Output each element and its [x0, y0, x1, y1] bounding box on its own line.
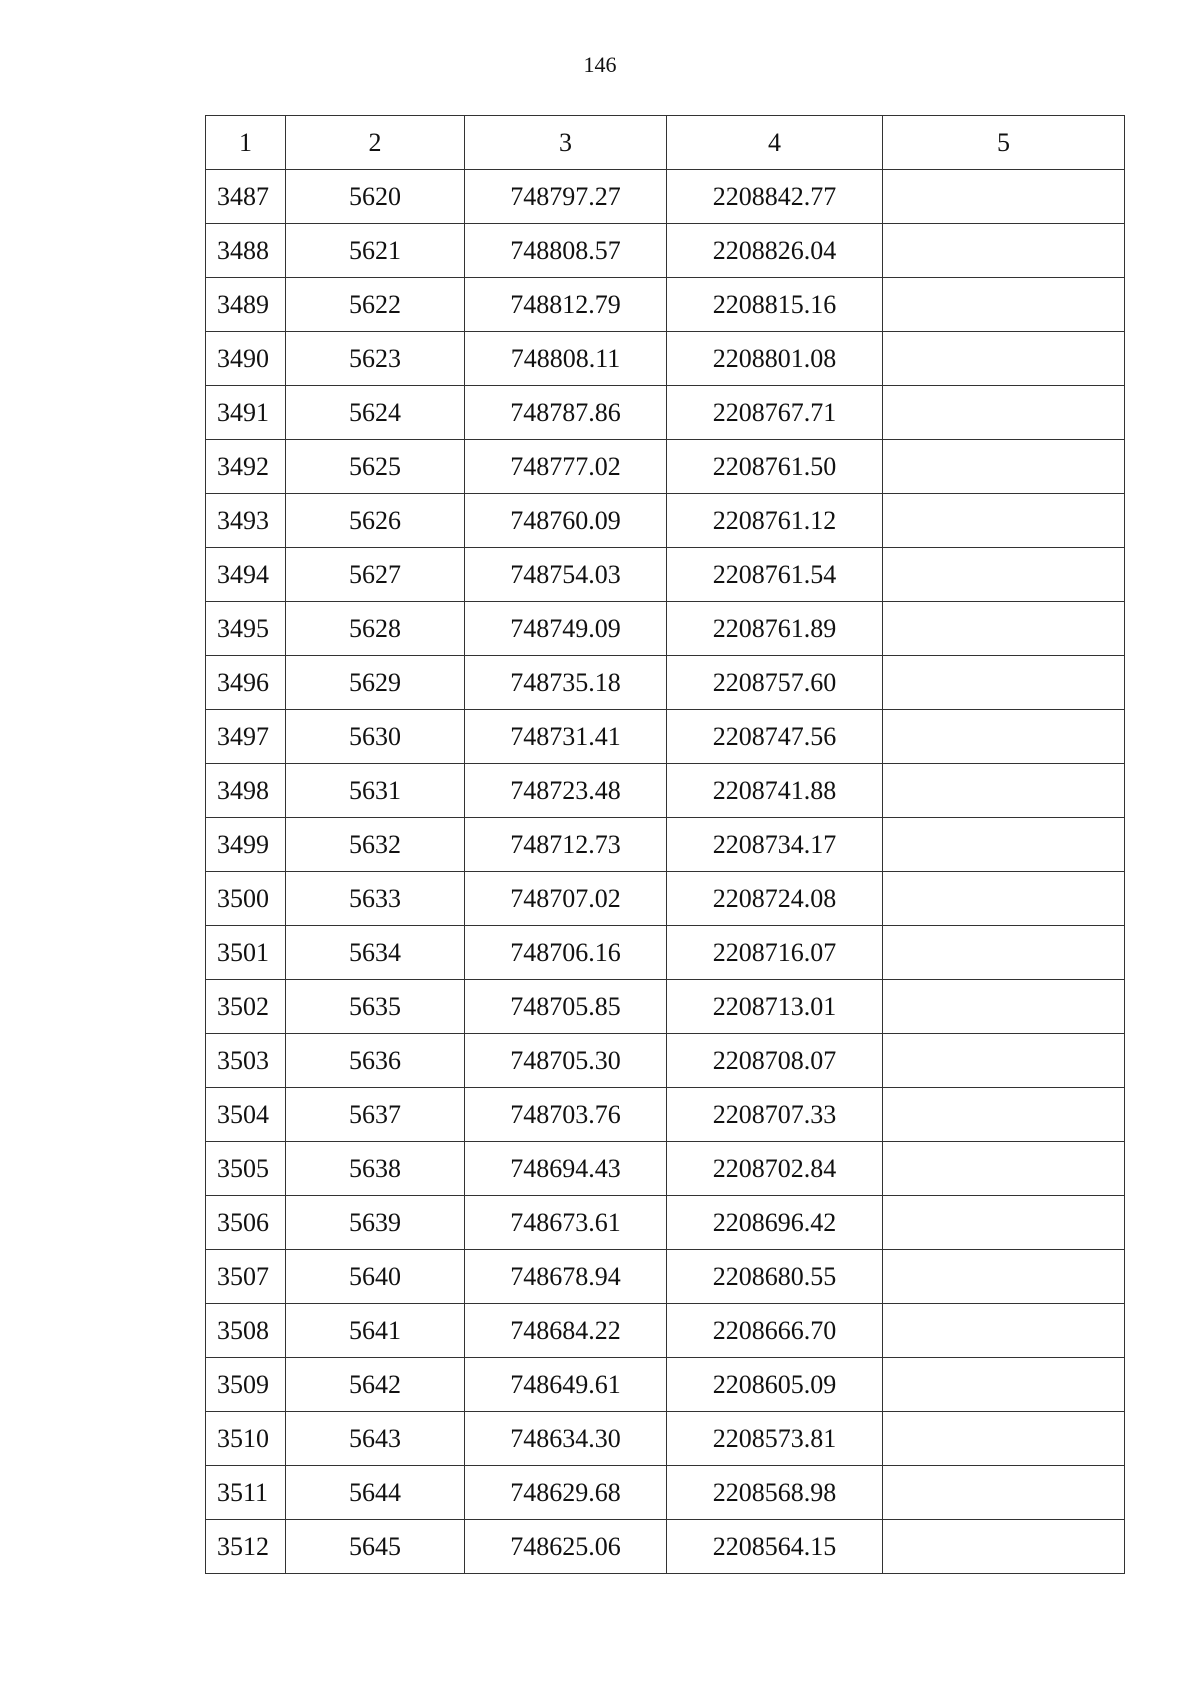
note-cell [883, 1142, 1125, 1196]
table-row [206, 1358, 1125, 1412]
y-coordinate-cell: 2208696.42 [667, 1196, 883, 1250]
note-cell [883, 1520, 1125, 1574]
y-coordinate-cell: 2208707.33 [667, 1088, 883, 1142]
x-coordinate-cell: 748673.61 [465, 1196, 667, 1250]
table-row [206, 926, 1125, 980]
x-coordinate-cell: 748694.43 [465, 1142, 667, 1196]
y-coordinate-cell: 2208702.84 [667, 1142, 883, 1196]
x-coordinate-cell: 748705.30 [465, 1034, 667, 1088]
y-coordinate-cell: 2208757.60 [667, 656, 883, 710]
y-coordinate-cell: 2208815.16 [667, 278, 883, 332]
row-number-cell: 3507 [206, 1250, 286, 1304]
x-coordinate-cell: 748707.02 [465, 872, 667, 926]
table-row [206, 548, 1125, 602]
row-number-cell: 3490 [206, 332, 286, 386]
y-coordinate-cell: 2208713.01 [667, 980, 883, 1034]
x-coordinate-cell: 748777.02 [465, 440, 667, 494]
table-row [206, 224, 1125, 278]
y-coordinate-cell: 2208564.15 [667, 1520, 883, 1574]
point-number-cell: 5625 [286, 440, 465, 494]
note-cell [883, 926, 1125, 980]
y-coordinate-cell: 2208568.98 [667, 1466, 883, 1520]
table-row [206, 386, 1125, 440]
row-number-cell: 3488 [206, 224, 286, 278]
note-cell [883, 440, 1125, 494]
point-number-cell: 5633 [286, 872, 465, 926]
x-coordinate-cell: 748787.86 [465, 386, 667, 440]
x-coordinate-cell: 748649.61 [465, 1358, 667, 1412]
column-header-3: 3 [465, 116, 667, 170]
note-cell [883, 764, 1125, 818]
y-coordinate-cell: 2208724.08 [667, 872, 883, 926]
y-coordinate-cell: 2208666.70 [667, 1304, 883, 1358]
table-row [206, 1088, 1125, 1142]
note-cell [883, 602, 1125, 656]
row-number-cell: 3505 [206, 1142, 286, 1196]
x-coordinate-cell: 748797.27 [465, 170, 667, 224]
note-cell [883, 1250, 1125, 1304]
row-number-cell: 3493 [206, 494, 286, 548]
point-number-cell: 5629 [286, 656, 465, 710]
x-coordinate-cell: 748678.94 [465, 1250, 667, 1304]
row-number-cell: 3504 [206, 1088, 286, 1142]
x-coordinate-cell: 748731.41 [465, 710, 667, 764]
point-number-cell: 5628 [286, 602, 465, 656]
row-number-cell: 3497 [206, 710, 286, 764]
x-coordinate-cell: 748705.85 [465, 980, 667, 1034]
row-number-cell: 3500 [206, 872, 286, 926]
x-coordinate-cell: 748749.09 [465, 602, 667, 656]
row-number-cell: 3489 [206, 278, 286, 332]
column-header-2: 2 [286, 116, 465, 170]
y-coordinate-cell: 2208605.09 [667, 1358, 883, 1412]
x-coordinate-cell: 748735.18 [465, 656, 667, 710]
point-number-cell: 5638 [286, 1142, 465, 1196]
row-number-cell: 3495 [206, 602, 286, 656]
note-cell [883, 386, 1125, 440]
y-coordinate-cell: 2208761.89 [667, 602, 883, 656]
note-cell [883, 872, 1125, 926]
point-number-cell: 5641 [286, 1304, 465, 1358]
point-number-cell: 5637 [286, 1088, 465, 1142]
table-row [206, 1142, 1125, 1196]
note-cell [883, 1466, 1125, 1520]
table-row [206, 764, 1125, 818]
y-coordinate-cell: 2208734.17 [667, 818, 883, 872]
point-number-cell: 5623 [286, 332, 465, 386]
note-cell [883, 1088, 1125, 1142]
point-number-cell: 5631 [286, 764, 465, 818]
column-header-5: 5 [883, 116, 1125, 170]
row-number-cell: 3506 [206, 1196, 286, 1250]
table-row [206, 818, 1125, 872]
point-number-cell: 5620 [286, 170, 465, 224]
point-number-cell: 5643 [286, 1412, 465, 1466]
table-row [206, 440, 1125, 494]
table-row [206, 1196, 1125, 1250]
y-coordinate-cell: 2208826.04 [667, 224, 883, 278]
x-coordinate-cell: 748634.30 [465, 1412, 667, 1466]
point-number-cell: 5634 [286, 926, 465, 980]
point-number-cell: 5639 [286, 1196, 465, 1250]
note-cell [883, 1358, 1125, 1412]
table-row [206, 1250, 1125, 1304]
point-number-cell: 5644 [286, 1466, 465, 1520]
note-cell [883, 170, 1125, 224]
row-number-cell: 3512 [206, 1520, 286, 1574]
row-number-cell: 3494 [206, 548, 286, 602]
table-row [206, 710, 1125, 764]
note-cell [883, 278, 1125, 332]
point-number-cell: 5627 [286, 548, 465, 602]
note-cell [883, 1034, 1125, 1088]
note-cell [883, 1412, 1125, 1466]
y-coordinate-cell: 2208747.56 [667, 710, 883, 764]
row-number-cell: 3492 [206, 440, 286, 494]
y-coordinate-cell: 2208716.07 [667, 926, 883, 980]
y-coordinate-cell: 2208708.07 [667, 1034, 883, 1088]
table-row [206, 980, 1125, 1034]
point-number-cell: 5640 [286, 1250, 465, 1304]
table-body [206, 116, 1125, 1574]
point-number-cell: 5624 [286, 386, 465, 440]
table-row [206, 332, 1125, 386]
coordinates-table [205, 115, 1125, 1574]
note-cell [883, 224, 1125, 278]
column-header-1: 1 [206, 116, 286, 170]
row-number-cell: 3503 [206, 1034, 286, 1088]
table-row [206, 872, 1125, 926]
note-cell [883, 980, 1125, 1034]
point-number-cell: 5622 [286, 278, 465, 332]
table-header-row [206, 116, 1125, 170]
x-coordinate-cell: 748629.68 [465, 1466, 667, 1520]
table-row [206, 1520, 1125, 1574]
x-coordinate-cell: 748625.06 [465, 1520, 667, 1574]
y-coordinate-cell: 2208801.08 [667, 332, 883, 386]
point-number-cell: 5645 [286, 1520, 465, 1574]
note-cell [883, 548, 1125, 602]
y-coordinate-cell: 2208761.50 [667, 440, 883, 494]
note-cell [883, 710, 1125, 764]
table-row [206, 1412, 1125, 1466]
x-coordinate-cell: 748760.09 [465, 494, 667, 548]
row-number-cell: 3487 [206, 170, 286, 224]
row-number-cell: 3501 [206, 926, 286, 980]
x-coordinate-cell: 748808.11 [465, 332, 667, 386]
table-row [206, 656, 1125, 710]
page-number: 146 [583, 52, 617, 77]
point-number-cell: 5636 [286, 1034, 465, 1088]
x-coordinate-cell: 748712.73 [465, 818, 667, 872]
point-number-cell: 5635 [286, 980, 465, 1034]
row-number-cell: 3511 [206, 1466, 286, 1520]
x-coordinate-cell: 748703.76 [465, 1088, 667, 1142]
table-row [206, 494, 1125, 548]
row-number-cell: 3510 [206, 1412, 286, 1466]
table-row [206, 1304, 1125, 1358]
y-coordinate-cell: 2208741.88 [667, 764, 883, 818]
row-number-cell: 3508 [206, 1304, 286, 1358]
point-number-cell: 5626 [286, 494, 465, 548]
y-coordinate-cell: 2208680.55 [667, 1250, 883, 1304]
table-row [206, 602, 1125, 656]
note-cell [883, 332, 1125, 386]
note-cell [883, 494, 1125, 548]
note-cell [883, 818, 1125, 872]
x-coordinate-cell: 748808.57 [465, 224, 667, 278]
note-cell [883, 656, 1125, 710]
column-header-4: 4 [667, 116, 883, 170]
x-coordinate-cell: 748706.16 [465, 926, 667, 980]
y-coordinate-cell: 2208761.54 [667, 548, 883, 602]
point-number-cell: 5642 [286, 1358, 465, 1412]
x-coordinate-cell: 748754.03 [465, 548, 667, 602]
y-coordinate-cell: 2208842.77 [667, 170, 883, 224]
table-row [206, 278, 1125, 332]
note-cell [883, 1196, 1125, 1250]
row-number-cell: 3496 [206, 656, 286, 710]
row-number-cell: 3502 [206, 980, 286, 1034]
table-row [206, 170, 1125, 224]
x-coordinate-cell: 748684.22 [465, 1304, 667, 1358]
note-cell [883, 1304, 1125, 1358]
row-number-cell: 3509 [206, 1358, 286, 1412]
row-number-cell: 3498 [206, 764, 286, 818]
point-number-cell: 5621 [286, 224, 465, 278]
table-row [206, 1466, 1125, 1520]
y-coordinate-cell: 2208767.71 [667, 386, 883, 440]
table-row [206, 1034, 1125, 1088]
y-coordinate-cell: 2208761.12 [667, 494, 883, 548]
y-coordinate-cell: 2208573.81 [667, 1412, 883, 1466]
x-coordinate-cell: 748812.79 [465, 278, 667, 332]
row-number-cell: 3491 [206, 386, 286, 440]
point-number-cell: 5632 [286, 818, 465, 872]
x-coordinate-cell: 748723.48 [465, 764, 667, 818]
point-number-cell: 5630 [286, 710, 465, 764]
row-number-cell: 3499 [206, 818, 286, 872]
